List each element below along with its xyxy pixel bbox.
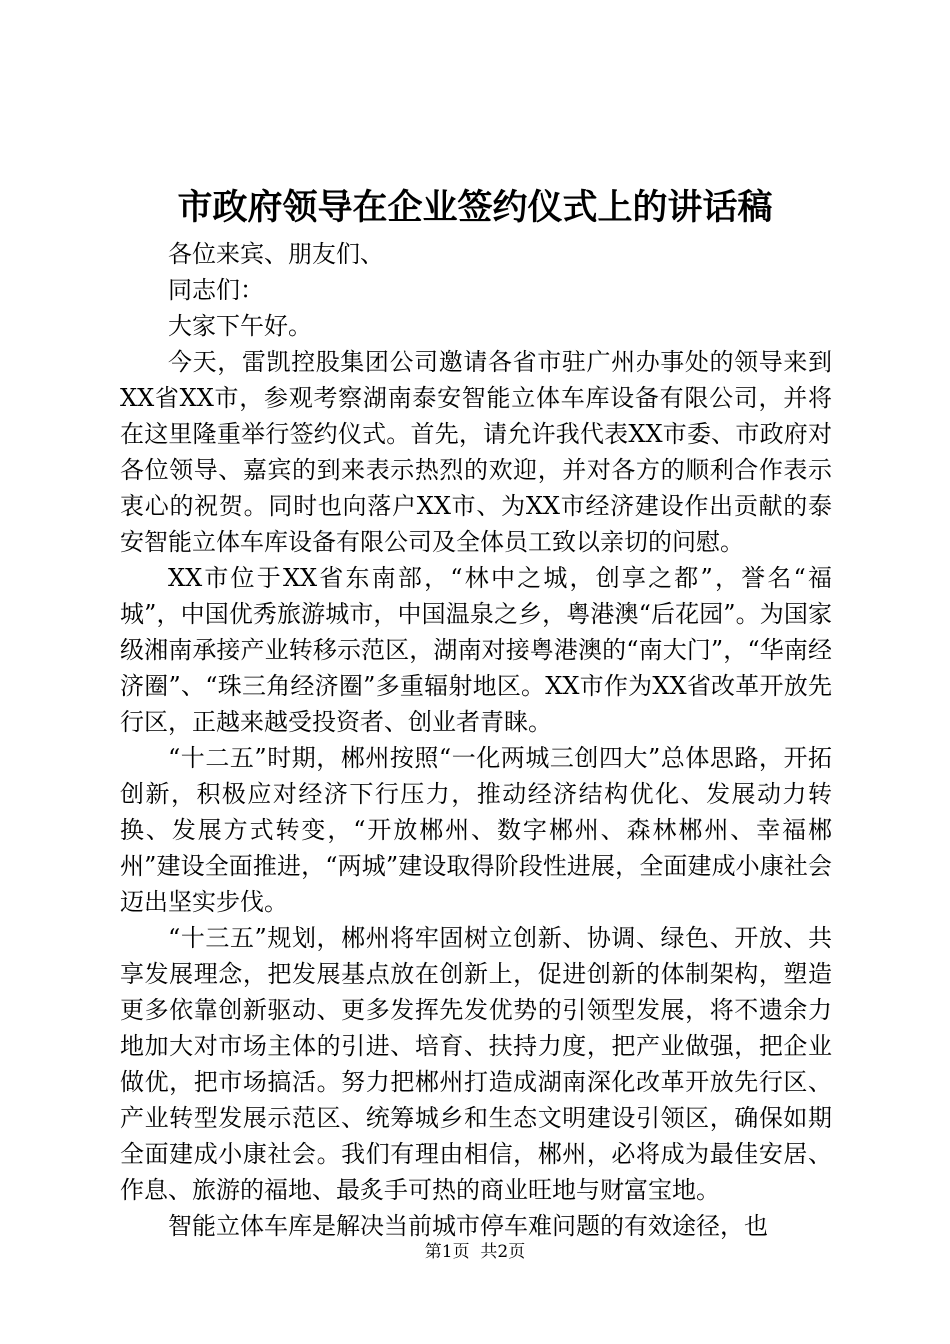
document-body	[120, 236, 832, 1244]
paragraph-thirteenth-five-year: “十三五”规划，郴州将牢固树立创新、协调、绿色、开放、共享发展理念，把发展基点放在创新上，促进创新的体制架构，塑造更多依靠创新驱动、更多发挥先发优势的引领型发展，将不遗余力地加大对市场主体的引进、培育、扶持力度，把产业做强，把企业做优，把市场搞活。努力把郴州打造成湖南深化改革开放先行区、产业转型发展示范区、统筹城乡和生态文明建设引领区，确保如期全面建成小康社会。我们有理由相信，郴州，必将成为最佳安居、作息、旅游的福地、最炙手可热的商业旺地与财富宝地。	[120, 924, 832, 1204]
page-total: 共2页	[480, 1242, 526, 1262]
greeting-line-2: 同志们：	[168, 276, 264, 304]
paragraph-city-intro: XX市位于XX省东南部，“林中之城，创享之都”，誉名“福城”，中国优秀旅游城市，中国温泉之乡，粤港澳“后花园”。为国家级湘南承接产业转移示范区，湖南对接粤港澳的“南大门”，“华南经济圈”、“珠三角经济圈”多重辐射地区。XX市作为XX省改革开放先行区，正越来越受投资者、创业者青睐。	[120, 564, 832, 736]
greeting-line-1: 各位来宾、朋友们、	[168, 240, 384, 268]
greeting-line-3: 大家下午好。	[168, 312, 312, 340]
paragraph-twelfth-five-year: “十二五”时期，郴州按照“一化两城三创四大”总体思路，开拓创新，积极应对经济下行压力，推动经济结构优化、发展动力转换、发展方式转变，“开放郴州、数字郴州、森林郴州、幸福郴州”建设全面推进，“两城”建设取得阶段性进展，全面建成小康社会迈出坚实步伐。	[120, 744, 832, 916]
paragraph-welcome: 今天，雷凯控股集团公司邀请各省市驻广州办事处的领导来到XX省XX市，参观考察湖南泰安智能立体车库设备有限公司，并将在这里隆重举行签约仪式。首先，请允许我代表XX市委、市政府对各位领导、嘉宾的到来表示热烈的欢迎，并对各方的顺利合作表示衷心的祝贺。同时也向落户XX市、为XX市经济建设作出贡献的泰安智能立体车库设备有限公司及全体员工致以亲切的问慰。	[120, 348, 832, 556]
page-number: 第1页	[424, 1242, 470, 1262]
page-footer	[0, 1240, 950, 1264]
paragraph-smart-garage: 智能立体车库是解决当前城市停车难问题的有效途径，也	[168, 1212, 768, 1240]
document-title: 市政府领导在企业签约仪式上的讲话稿	[177, 187, 773, 228]
